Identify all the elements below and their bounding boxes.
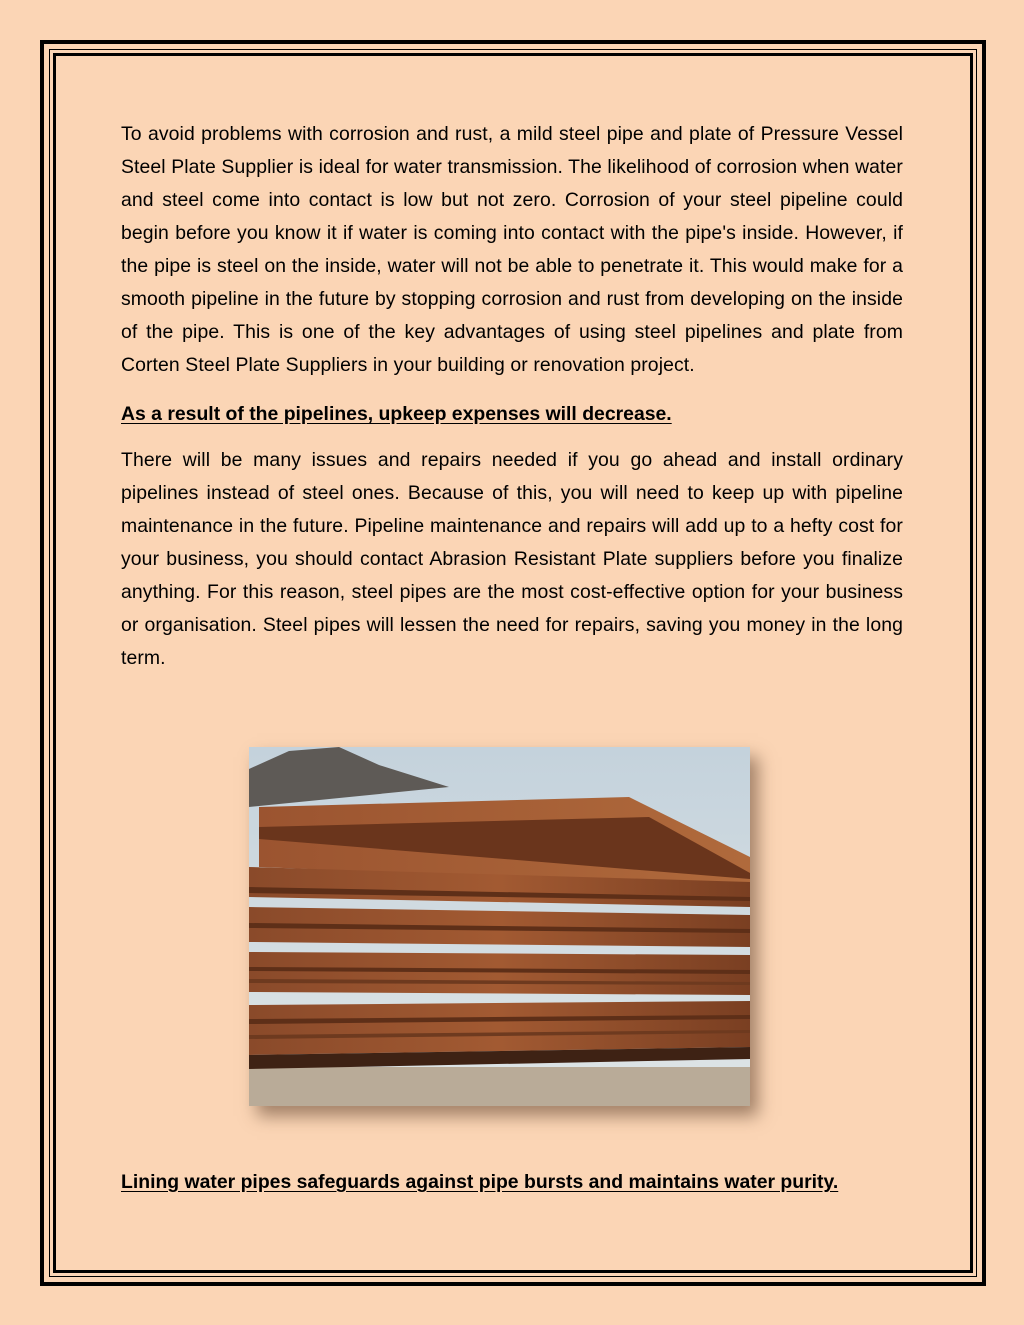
steel-plates-illustration: [249, 747, 750, 1106]
steel-plates-photo: [249, 747, 750, 1106]
paragraph-corrosion: To avoid problems with corrosion and rust, a mild steel pipe and plate of Pressure Vessel Steel Plate Supplier is ideal for water transmission. The likelihood of corrosion when water and steel come into contact is low but not zero. Corrosion of your steel pipeline could begin before you know it if water is coming into contact with the pipe's inside. However, if the pipe is steel on the inside, water will not be able to penetrate it. This would make for a smooth pipeline in the future by stopping corrosion and rust from developing on the inside of the pipe. This is one of the key advantages of using steel pipelines and plate from Corten Steel Plate Suppliers in your building or renovation project.: [121, 123, 903, 376]
paragraph-maintenance: There will be many issues and repairs needed if you go ahead and install ordinary pipelines instead of steel ones. Because of this, you will need to keep up with pipeline maintenance in the future. Pipeline maintenance and repairs will add up to a hefty cost for your business, you should contact Abrasion Resistant Plate suppliers before you finalize anything. For this reason, steel pipes are the most cost-effective option for your business or organisation. Steel pipes will lessen the need for repairs, saving you money in the long term.: [121, 449, 903, 669]
heading-lining-water-pipes: Lining water pipes safeguards against pipe bursts and maintains water purity.: [121, 1171, 839, 1193]
heading-upkeep-expenses: As a result of the pipelines, upkeep expenses will decrease.: [121, 403, 672, 425]
document-body: [121, 118, 903, 691]
